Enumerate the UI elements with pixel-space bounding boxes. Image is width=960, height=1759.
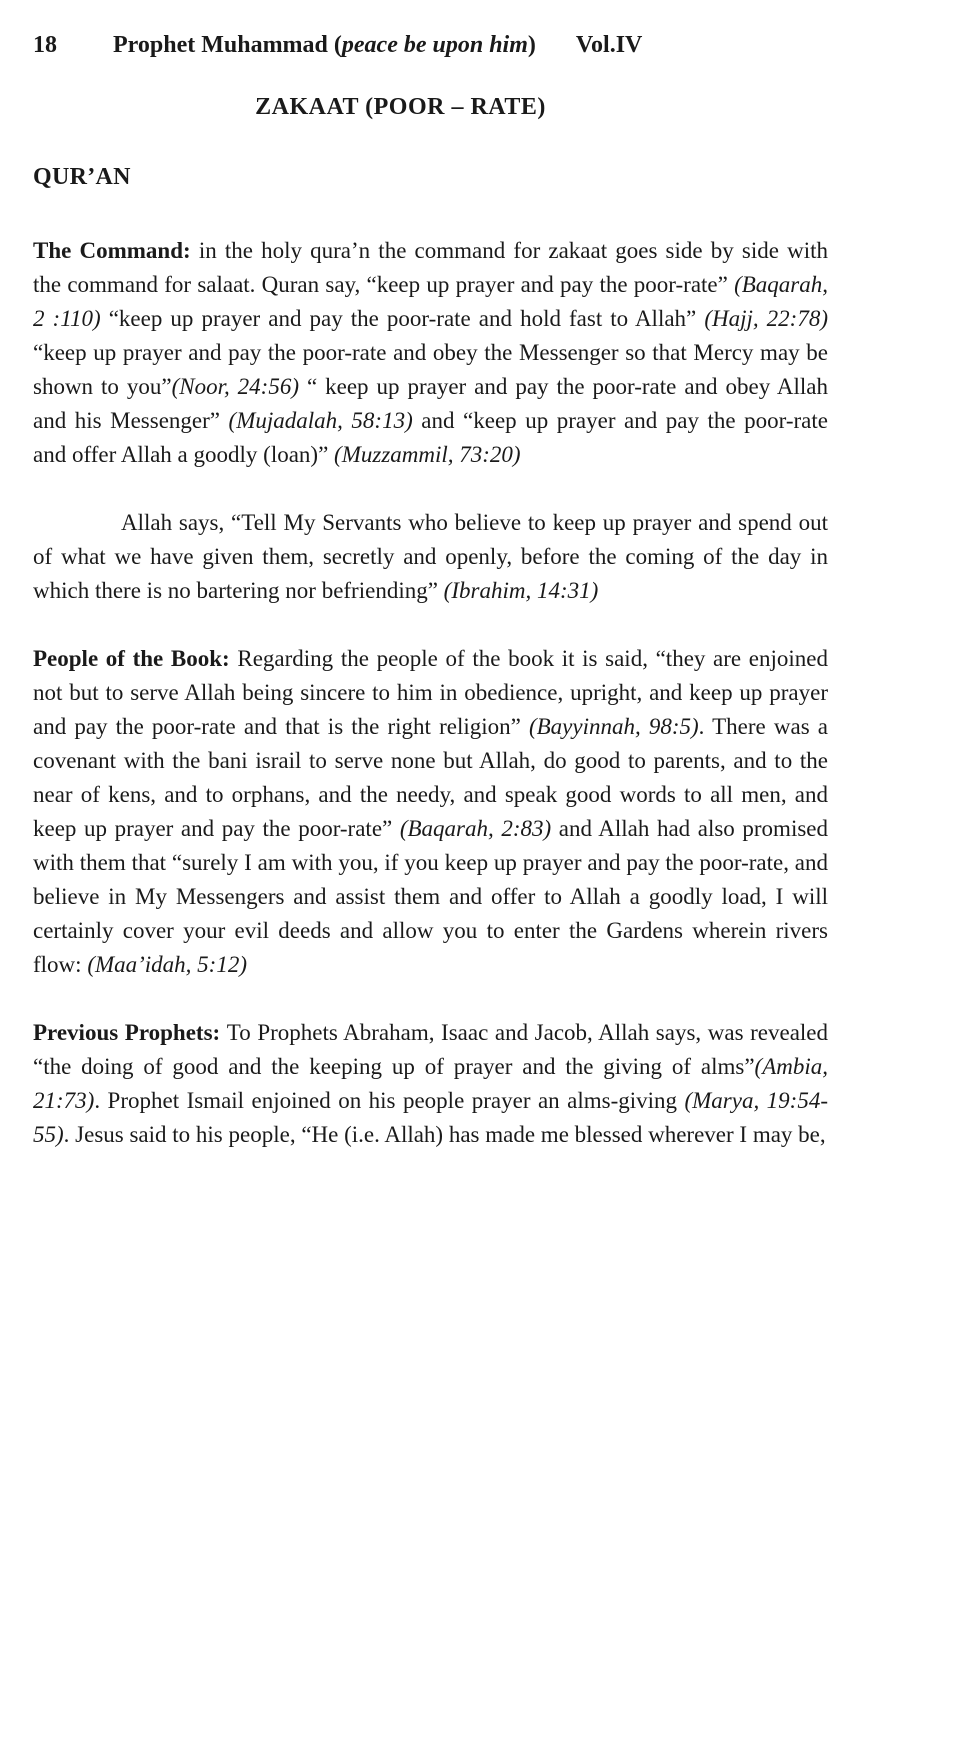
text-segment: . Jesus said to his people, “He (i.e. Allah) has made me blessed wherever I may be,	[63, 1122, 826, 1147]
text-segment: (Mujadalah, 58:13)	[228, 408, 413, 433]
text-segment: (Ibrahim, 14:31)	[443, 578, 599, 603]
text-segment: (Bayyinnah, 98:5)	[528, 714, 699, 739]
page-number: 18	[33, 32, 57, 58]
pbuh-note: peace be upon him	[341, 32, 528, 58]
volume-label: Vol.IV	[575, 32, 643, 58]
text-segment: (Baqarah, 2:83)	[399, 816, 552, 841]
text-segment: “ keep up prayer and pay the poor-rate and obey Allah and his Messenger”	[33, 374, 828, 433]
text-segment: and Allah had also promised with them that “surely I am with you, if you keep up prayer and pay the poor-rate, and believe in My Messengers and assist them and offer to Allah a goodly load, I will certainly cover your evil deeds and allow you to enter the Gardens wherein rivers flow:	[33, 816, 828, 977]
text-segment: and “keep up prayer and pay the poor-rate and offer Allah a goodly (loan)”	[33, 408, 828, 467]
text-segment: (Hajj, 22:78)	[704, 306, 828, 331]
text-segment: “keep up prayer and pay the poor-rate and hold fast to Allah”	[100, 306, 705, 331]
text-segment: Allah says, “Tell My Servants who believe to keep up prayer and spend out of what we have given them, secretly and openly, before the coming of the day in which there is no bartering nor befriending”	[33, 510, 828, 603]
text-segment: (Ambia, 21:73)	[33, 1054, 828, 1113]
text-segment: (Maa’idah, 5:12)	[87, 952, 247, 977]
text-segment: (Marya, 19:54-55)	[33, 1088, 828, 1147]
text-segment: in the holy qura’n the command for zakaat goes side by side with the command for salaat. Quran say, “keep up prayer and pay the poor-rate”	[33, 238, 828, 297]
text-segment: To Prophets Abraham, Isaac and Jacob, Allah says, was revealed “the doing of good and the keeping up of prayer and the giving of alms”	[33, 1020, 829, 1079]
text-segment: People of the Book:	[33, 646, 238, 671]
running-title	[113, 32, 536, 58]
text-segment: (Baqarah, 2 :110)	[33, 272, 828, 331]
text-segment: Regarding the people of the book it is said, “they are enjoined not but to serve Allah being sincere to him in obedience, upright, and keep up prayer and pay the poor-rate and that is the right religion”	[33, 646, 828, 739]
paragraph-previous-prophets	[33, 1016, 828, 1152]
paragraph-the-command	[33, 234, 828, 472]
text-segment: . There was a covenant with the bani israil to serve none but Allah, do good to parents, and to the near of kens, and to orphans, and the needy, and speak good words to all men, and keep up prayer and pay the poor-rate”	[33, 714, 828, 841]
text-segment: . Prophet Ismail enjoined on his people prayer an alms-giving	[94, 1088, 685, 1113]
paragraph-allah-says	[33, 506, 828, 608]
text-segment: “keep up prayer and pay the poor-rate and obey the Messenger so that Mercy may be shown to you”	[33, 340, 828, 399]
chapter-title: ZAKAAT (POOR – RATE)	[255, 94, 546, 120]
text-segment: The Command:	[33, 238, 199, 263]
closing-paren: )	[527, 32, 536, 58]
section-heading: QUR’AN	[33, 164, 131, 190]
running-header	[33, 28, 828, 62]
book-title: Prophet Muhammad (	[113, 32, 342, 58]
paragraph-people-of-the-book	[33, 642, 828, 982]
text-segment: (Noor, 24:56)	[171, 374, 300, 399]
text-segment: (Muzzammil, 73:20)	[334, 442, 521, 467]
text-segment: Previous Prophets:	[33, 1020, 227, 1045]
